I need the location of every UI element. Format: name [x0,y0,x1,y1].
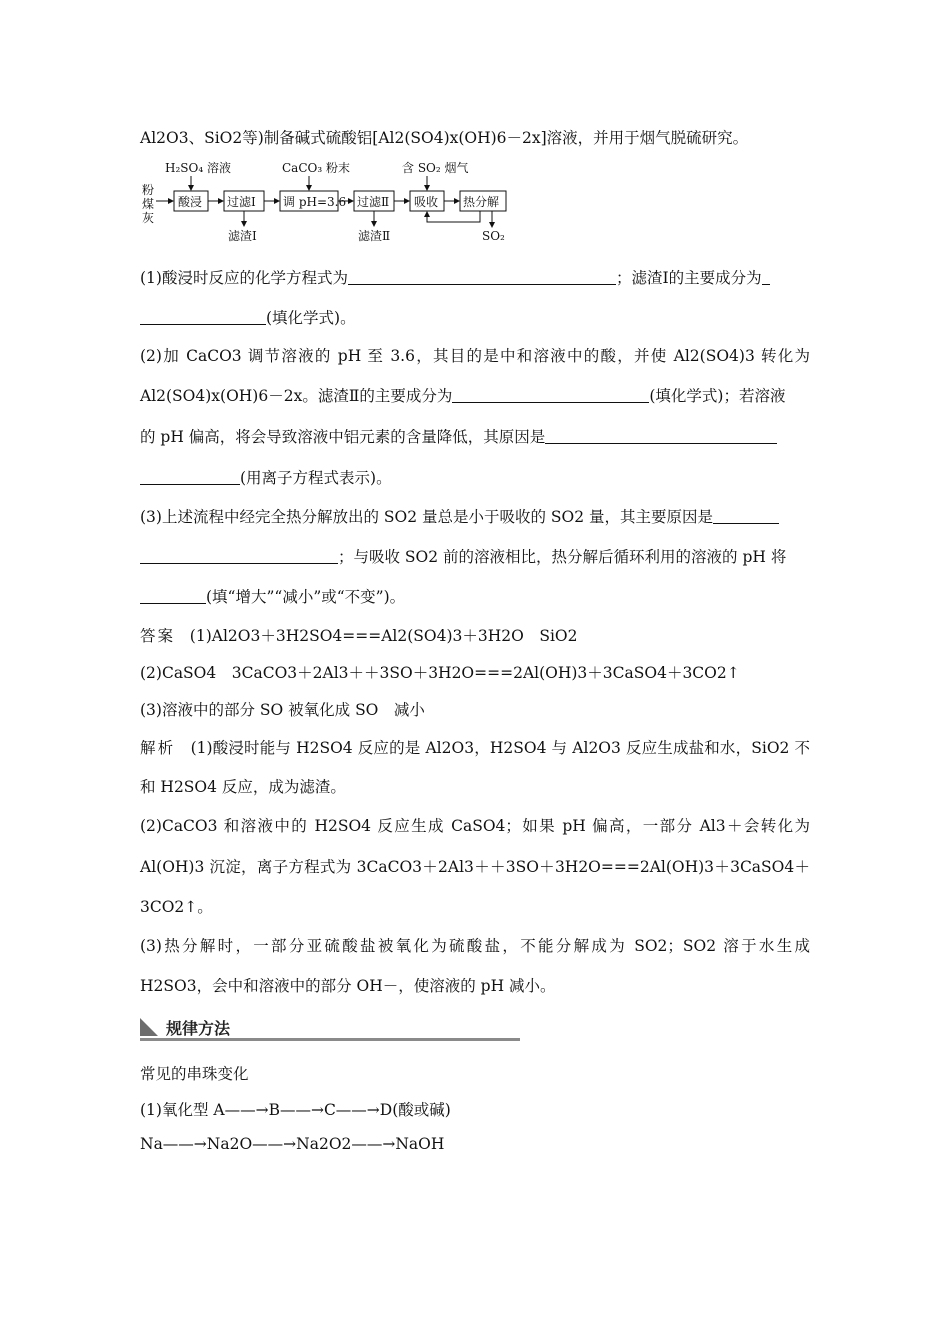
method-title: 规律方法 [166,1019,231,1038]
step-thermal-decompose: 热分解 [463,195,500,209]
q1-text-c: (填化学式)。 [266,309,356,327]
q1-blank-residue[interactable] [140,308,266,325]
step-filter-1: 过滤Ⅰ [227,195,256,209]
analysis-p1a: (1)酸浸时能与 H2SO4 反应的是 Al2O3，H2SO4 与 Al2O3 反应生成盐和水，SiO2 不 [190,739,810,757]
question-1-line-2 [140,306,356,328]
q1-blank-equation[interactable] [348,268,616,285]
q3-text-b: ；与吸收 SO2 前的溶液相比，热分解后循环利用的溶液的 pH 将 [338,548,787,566]
analysis-p3b: H2SO3，会中和溶液中的部分 OH－，使溶液的 pH 减小。 [140,977,556,995]
question-1-line-1 [140,266,770,288]
q2-text-d: 的 pH 偏高，将会导致溶液中铝元素的含量降低，其原因是 [140,428,546,446]
step-acid-leach: 酸浸 [178,195,203,209]
intro-text: Al2O3、SiO2等)制备碱式硫酸铝[Al2(SO4)x(OH)6－2x]溶液，并用于烟气脱硫研究。 [140,129,749,147]
q2-text-a: (2)加 CaCO3 调节溶液的 pH 至 3.6，其目的是中和溶液中的酸，并使 Al2(SO4)3 转化为 [140,347,810,365]
q2-text-b: Al2(SO4)x(OH)6－2x。滤渣Ⅱ的主要成分为 [140,387,453,405]
question-3-line-1 [140,505,779,527]
question-2-line-4 [140,466,392,488]
analysis-p2a: (2)CaCO3 和溶液中的 H2SO4 反应生成 CaSO4；如果 pH 偏高，一部分 Al3＋会转化为 [140,817,810,835]
raw-material-char-2: 煤 [142,197,155,211]
question-2-line-2 [140,384,785,406]
q2-blank-residue[interactable] [452,386,649,403]
banner-triangle-icon [140,1018,158,1036]
arrow-recycle-loop [427,211,480,222]
q3-text-c: (填“增大”“减小”或“不变”)。 [206,588,406,606]
reagent-caco3: CaCO₃ 粉末 [282,161,350,175]
residue-2: 滤渣Ⅱ [358,229,391,243]
method-banner [140,1016,520,1040]
raw-material-char-1: 粉 [142,183,155,197]
q3-blank-ph[interactable] [140,587,206,604]
question-2-line-3 [140,425,777,447]
analysis-line-1 [140,736,810,758]
step-adjust-ph: 调 pH=3.6 [283,195,347,209]
answer-3: (3)溶液中的部分 SO 被氧化成 SO 减小 [140,701,425,719]
analysis-p2c: 3CO2↑。 [140,898,213,916]
method-line-2: (1)氧化型 A——→B——→C——→D(酸或碱) [140,1101,451,1119]
question-3-line-3 [140,585,405,607]
raw-material-char-3: 灰 [142,211,155,225]
q3-blank-reason[interactable] [713,507,779,524]
residue-1: 滤渣Ⅰ [228,229,257,243]
process-flow-diagram [140,158,520,248]
step-filter-2: 过滤Ⅱ [357,195,390,209]
q3-blank-reason-cont[interactable] [140,547,338,564]
reagent-so2-gas: 含 SO₂ 烟气 [402,161,469,175]
so2-output: SO₂ [482,229,505,243]
q2-text-c: (填化学式)；若溶液 [649,387,786,405]
answer-2: (2)CaSO4 3CaCO3＋2Al3＋＋3SO＋3H2O===2Al(OH)3＋3CaSO4＋3CO2↑ [140,664,740,682]
analysis-p2b: Al(OH)3 沉淀，离子方程式为 3CaCO3＋2Al3＋＋3SO＋3H2O===2Al(OH)3＋3CaSO4＋ [140,858,810,876]
method-line-3: Na——→Na2O——→Na2O2——→NaOH [140,1135,445,1153]
q2-text-e: (用离子方程式表示)。 [240,469,392,487]
question-3-line-2 [140,545,786,567]
answer-label: 答案 [140,627,176,645]
q1-blank-residue-start[interactable] [762,268,770,285]
analysis-label: 解析 [140,739,176,757]
method-line-1: 常见的串珠变化 [140,1065,249,1083]
analysis-p3a: (3)热分解时，一部分亚硫酸盐被氧化为硫酸盐，不能分解成为 SO2；SO2 溶于水生成 [140,937,810,955]
q1-text-a: (1)酸浸时反应的化学方程式为 [140,269,348,287]
q1-text-b: ；滤渣Ⅰ的主要成分为 [615,269,762,287]
analysis-p1b: 和 H2SO4 反应，成为滤渣。 [140,778,346,796]
q2-blank-ionic-eq-cont[interactable] [140,468,240,485]
answer-1: (1)Al2O3＋3H2SO4===Al2(SO4)3＋3H2O SiO2 [189,627,578,645]
q2-blank-ionic-eq[interactable] [545,427,777,444]
q3-text-a: (3)上述流程中经完全热分解放出的 SO2 量总是小于吸收的 SO2 量，其主要原因是 [140,508,714,526]
step-absorb: 吸收 [414,195,439,209]
banner-rule [140,1038,520,1041]
reagent-h2so4: H₂SO₄ 溶液 [165,161,231,175]
answer-line-1 [140,624,577,646]
